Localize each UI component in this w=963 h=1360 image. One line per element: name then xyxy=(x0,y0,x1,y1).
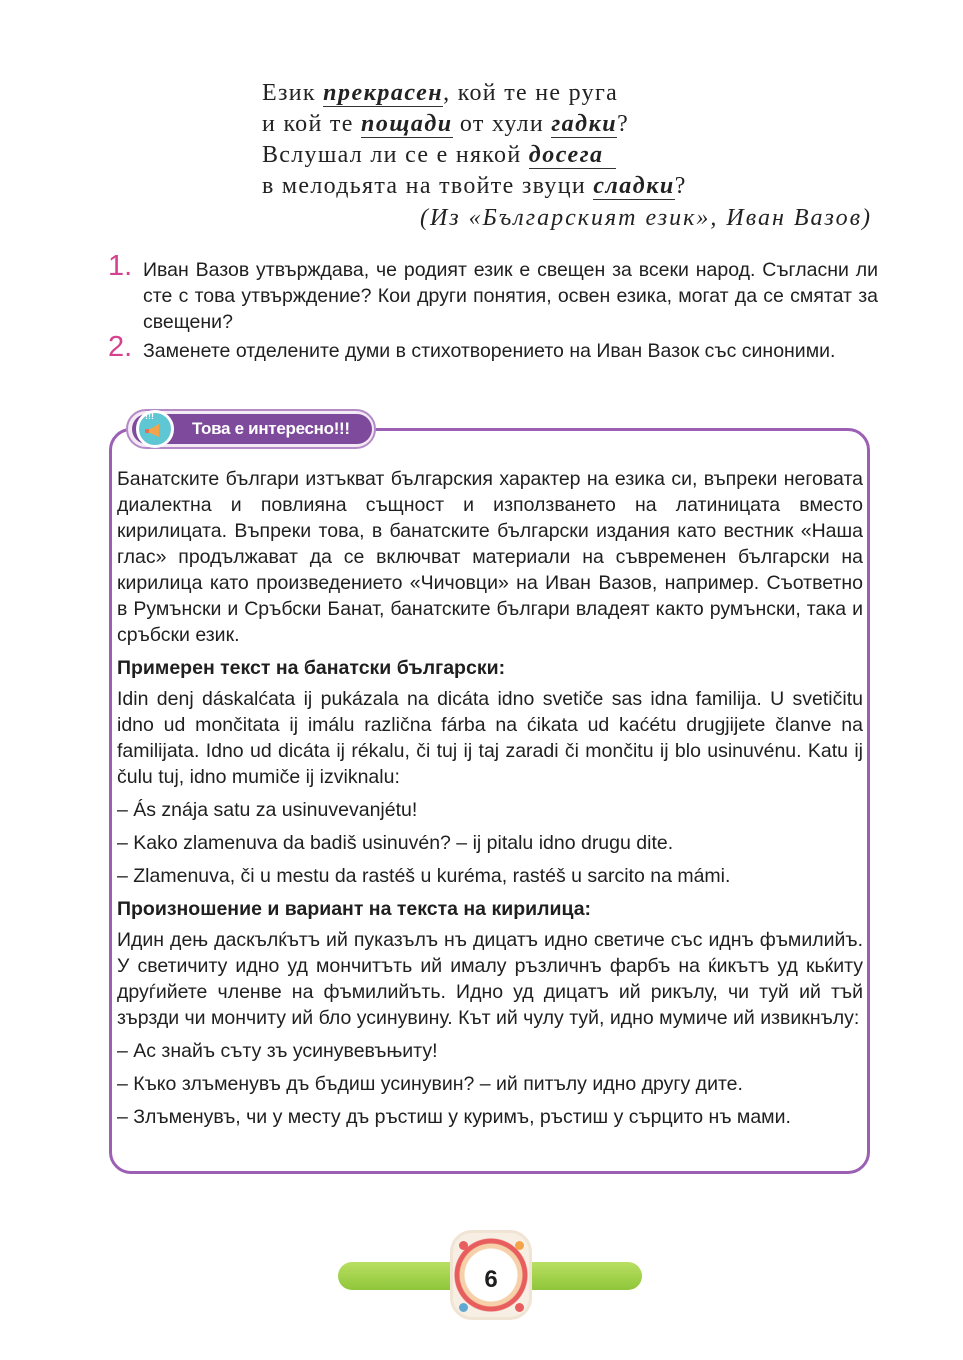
latin-heading: Примерен текст на банатски български: xyxy=(117,657,506,679)
poem xyxy=(262,78,882,234)
ornament-dot xyxy=(515,1303,524,1312)
latin-dialogue-line: – Ás znája satu za usinuvevanjétu! xyxy=(117,799,418,821)
page-number: 6 xyxy=(484,1266,498,1293)
highlighted-word: гадки xyxy=(551,111,618,137)
poem-text: ? xyxy=(617,111,630,137)
poem-text: Вслушал ли се е някой xyxy=(262,142,529,168)
latin-paragraph: Idin denj dáskalćata ij pukázala na dicáta idno svetiče sas idna familija. U svetičitu idno ud mončitata ij imálu različna fárba na ćikata ud kaćétu drugjijete članve na familijata. Idno ud dicáta ij rékalu, či tuj ij taj zaradi či mončitu ij blo usinuvénu. Katu ij čulu tuj, idno mumiče ij izviknalu: xyxy=(117,688,863,788)
poem-text: , кой те не руга xyxy=(443,80,619,106)
question-text: Иван Вазов утвърждава, че родият език е свещен за всеки народ. Съгласни ли сте с това утвърждение? Кои други понятия, освен езика, могат да се смятат за свещени? xyxy=(143,259,878,333)
cyrillic-dialogue-line: – Къко злъменувъ дъ бъдиш усинувин? – ий питълу идно другу дите. xyxy=(117,1073,743,1095)
poem-line xyxy=(262,171,882,202)
ornament-icon xyxy=(450,1230,532,1320)
highlighted-word: досега xyxy=(529,143,616,169)
poem-text: и кой те xyxy=(262,111,361,137)
megaphone-icon xyxy=(136,410,174,448)
poem-text: в мелодьята на твойте звуци xyxy=(262,173,594,199)
megaphone-glyph xyxy=(139,413,171,445)
info-box-header xyxy=(126,407,378,451)
latin-dialogue-line: – Kako zlamenuva da badiš usinuvén? – ij pitalu idno drugu dite. xyxy=(117,832,674,854)
cyrillic-paragraph: Идин дењ даскълќътъ ий пуказълъ нъ дицатъ идно светиче със иднъ фъмилийъ. У светичиту идно уд мончитъть ий имaлу ръзличнъ фарбъ на ќикътъ уд кьќиту друѓийете членве на фъмилийъть. Идно уд дицатъ ий рикълу, чи туй ий тъй зързди чи мончиту ий бло усинувину. Кът ий чулу туй, идно мумиче ий извикнълу: xyxy=(117,929,863,1029)
poem-line xyxy=(262,109,882,140)
info-box-content xyxy=(117,466,863,1130)
poem-line xyxy=(262,78,882,109)
ornament-dot xyxy=(459,1303,468,1312)
question-number: 2. xyxy=(108,331,133,363)
page-footer xyxy=(338,1230,642,1320)
question-2 xyxy=(108,331,878,364)
poem-text: Език xyxy=(262,80,324,106)
question-1 xyxy=(108,250,878,335)
poem-text: от хули xyxy=(452,111,552,137)
poem-source: (Из «Българският език», Иван Вазов) xyxy=(419,205,872,231)
ornament-dot xyxy=(459,1241,468,1250)
info-box-title: Това е интересно!!! xyxy=(192,419,350,438)
cyrillic-dialogue-line: – Злъменувъ, чи у месту дъ ръстиш у куримъ, ръстиш у сърцито нъ мами. xyxy=(117,1106,791,1128)
latin-dialogue-line: – Zlamenuva, či u mestu da rastéš u kuréma, rastéš u sarcito na mámi. xyxy=(117,865,731,887)
cyrillic-dialogue-line: – Ас знайъ съту зъ усинувевъњиту! xyxy=(117,1040,438,1062)
highlighted-word: прекрасен xyxy=(323,80,444,106)
highlighted-word: пощади xyxy=(360,111,453,137)
intro-paragraph: Банатските българи изтъкват българския характер на езика си, въпреки неговата диалектна и повлияна същност и използването на латиницата вместо кирилицата. Въпреки това, в банатските български издания като вестник «Наша глас» продължават да се включват материали на съвременен български на кирилица като произведението «Чичовци» на Иван Вазов, например. Съответно в Румънски и Сръбски Банат, банатските българи владеят както румънски, така и сръбски език. xyxy=(117,468,863,646)
highlighted-word: сладки xyxy=(593,173,675,199)
question-text: Заменете отделените думи в стихотворението на Иван Вазок със синоними. xyxy=(143,340,836,362)
poem-line xyxy=(262,140,882,171)
question-number: 1. xyxy=(108,250,133,282)
cyrillic-heading: Произношение и вариант на текста на кирилица: xyxy=(117,898,592,920)
poem-text: ? xyxy=(674,173,687,199)
badge-label: !!! xyxy=(145,411,154,421)
ornament-dot xyxy=(515,1241,524,1250)
